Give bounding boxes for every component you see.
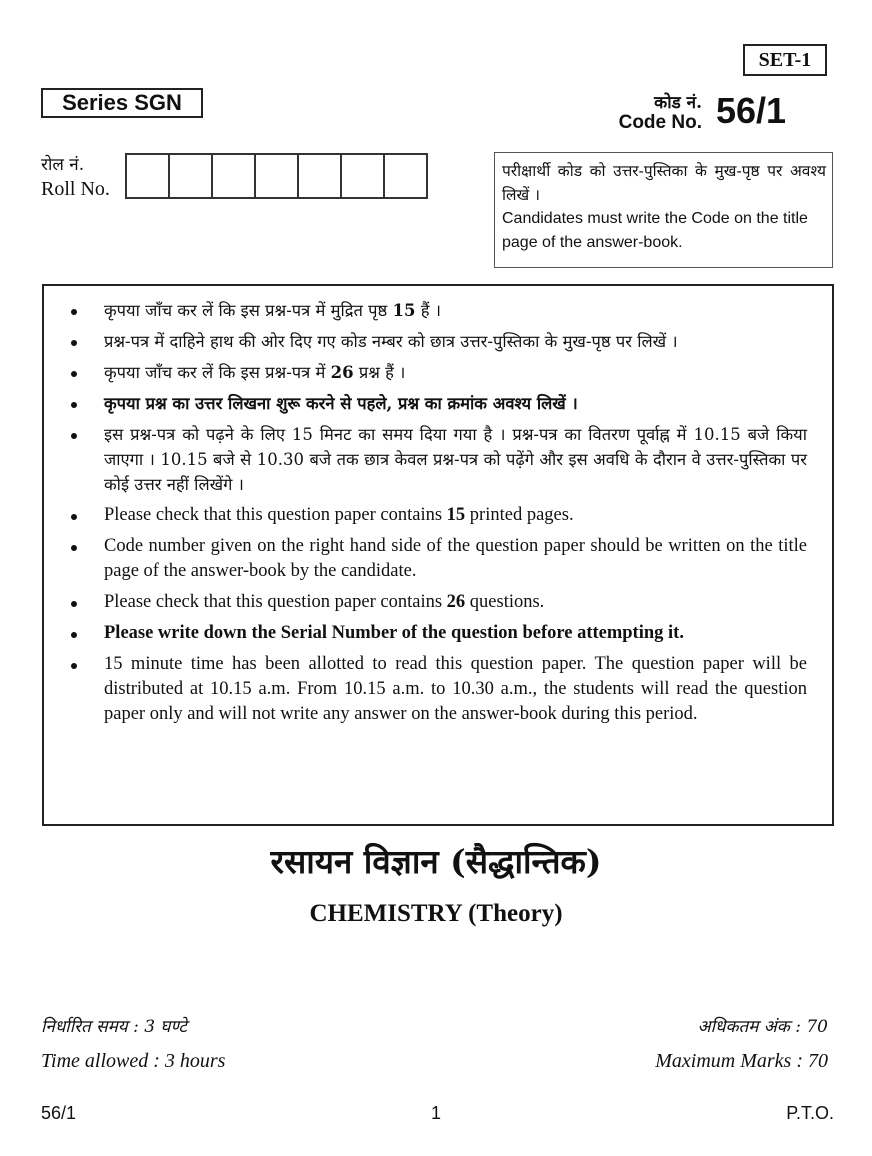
instruction-item bbox=[44, 621, 807, 646]
instruction-item bbox=[44, 534, 807, 584]
instruction-item bbox=[44, 360, 807, 385]
instruction-text-tail: questions. bbox=[465, 592, 545, 612]
instruction-text: इस प्रश्न-पत्र को पढ़ने के लिए 15 मिनट का समय दिया गया है । प्रश्न-पत्र का वितरण पूर्वाह्न में 10.15 बजे किया जाएगा । 10.15 बजे से 10.30 बजे तक छात्र केवल प्रश्न-पत्र को पढ़ेंगे और इस अवधि के दौरान वे उत्तर-पुस्तिका पर कोई उत्तर नहीं लिखेंगे । bbox=[104, 425, 807, 494]
instruction-text-tail: printed pages. bbox=[465, 505, 574, 525]
instruction-text: 15 minute time has been allotted to read this question paper. The question paper will be distributed at 10.15 a.m. From 10.15 a.m. to 10.30 a.m., the students will read the question paper only and will not write any answer on the answer-book during this period. bbox=[104, 654, 807, 724]
footer-code: 56/1 bbox=[41, 1103, 77, 1123]
roll-number-cell bbox=[168, 153, 213, 199]
roll-number-cell bbox=[340, 153, 385, 199]
instruction-text: कृपया जाँच कर लें कि इस प्रश्न-पत्र में bbox=[104, 363, 331, 382]
instruction-item bbox=[44, 298, 807, 323]
roll-number-cell bbox=[254, 153, 299, 199]
instruction-item bbox=[44, 590, 807, 615]
roll-number-cell bbox=[125, 153, 170, 199]
instruction-item bbox=[44, 422, 807, 497]
candidate-note-english: Candidates must write the Code on the title page of the answer-book. bbox=[502, 210, 808, 251]
instruction-item bbox=[44, 391, 807, 416]
instruction-text: Please check that this question paper contains bbox=[104, 505, 447, 525]
candidate-note-hindi: परीक्षार्थी कोड को उत्तर-पुस्तिका के मुख-पृष्ठ पर अवश्य लिखें । bbox=[502, 162, 826, 204]
instruction-text: प्रश्न-पत्र में दाहिने हाथ की ओर दिए गए कोड नम्बर को छात्र उत्तर-पुस्तिका के मुख-पृष्ठ पर लिखें । bbox=[104, 332, 678, 351]
instruction-bold-value: 15 bbox=[446, 505, 466, 525]
time-allowed-english: Time allowed : 3 hours bbox=[41, 1050, 226, 1072]
instruction-item bbox=[44, 329, 807, 354]
instruction-bold-value: 26 bbox=[330, 363, 354, 382]
code-number: 56/1 bbox=[716, 90, 787, 131]
instruction-bold-value: 26 bbox=[446, 592, 466, 612]
maximum-marks-hindi: अधिकतम अंक : 70 bbox=[697, 1017, 828, 1037]
roll-label-english: Roll No. bbox=[41, 178, 110, 200]
roll-number-cell bbox=[211, 153, 256, 199]
set-label: SET-1 bbox=[743, 44, 827, 76]
instructions-list bbox=[44, 286, 832, 727]
subject-title-english: CHEMISTRY (Theory) bbox=[309, 900, 563, 927]
instruction-text: Code number given on the right hand side of the question paper should be written on the title page of the answer-book by the candidate. bbox=[104, 536, 807, 581]
roll-number-cell bbox=[383, 153, 428, 199]
instructions-box bbox=[42, 284, 834, 826]
instruction-text: Please check that this question paper contains bbox=[104, 592, 447, 612]
instruction-item bbox=[44, 503, 807, 528]
roll-number-boxes bbox=[125, 153, 426, 199]
candidate-note-box bbox=[494, 152, 833, 268]
instruction-item bbox=[44, 652, 807, 727]
footer-pto: P.T.O. bbox=[786, 1103, 834, 1123]
time-allowed-hindi: निर्धारित समय : 3 घण्टे bbox=[41, 1017, 187, 1037]
subject-title-hindi: रसायन विज्ञान (सैद्धान्तिक) bbox=[270, 842, 602, 881]
series-label: Series SGN bbox=[41, 88, 203, 118]
instruction-text: कृपया जाँच कर लें कि इस प्रश्न-पत्र में मुद्रित पृष्ठ bbox=[104, 301, 393, 320]
instruction-text-tail: हैं । bbox=[415, 301, 441, 320]
roll-label-hindi: रोल नं. bbox=[41, 155, 85, 175]
instruction-text: Please write down the Serial Number of the question before attempting it. bbox=[104, 623, 684, 643]
maximum-marks-english: Maximum Marks : 70 bbox=[655, 1050, 828, 1072]
roll-number-cell bbox=[297, 153, 342, 199]
code-label-english: Code No. bbox=[618, 112, 702, 133]
instruction-bold-value: 15 bbox=[392, 301, 416, 320]
instruction-text-tail: प्रश्न हैं । bbox=[353, 363, 406, 382]
instruction-text: कृपया प्रश्न का उत्तर लिखना शुरू करने से पहले, प्रश्न का क्रमांक अवश्य लिखें । bbox=[104, 394, 578, 413]
code-label-hindi: कोड नं. bbox=[654, 93, 702, 113]
footer-page-number: 1 bbox=[430, 1103, 441, 1123]
